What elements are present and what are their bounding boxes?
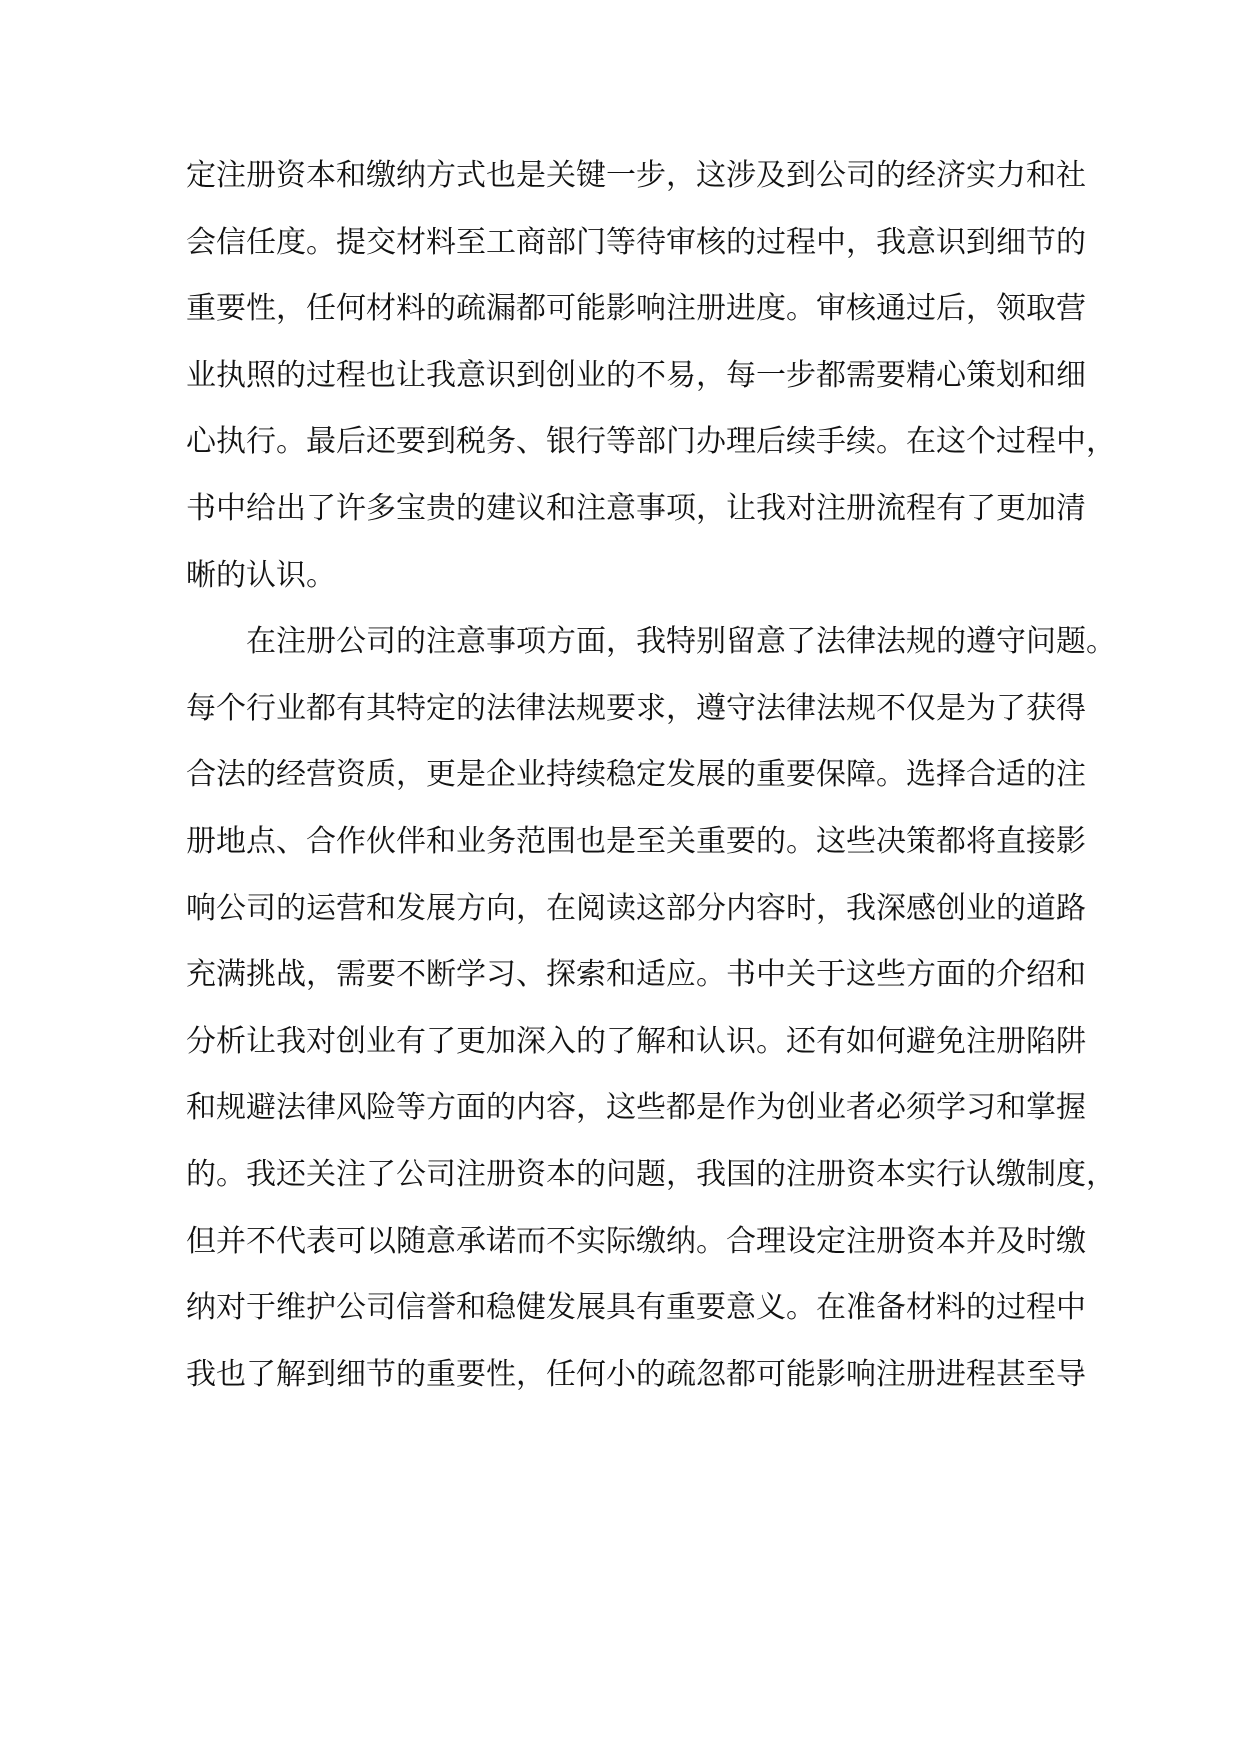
text-line: 的。我还关注了公司注册资本的问题，我国的注册资本实行认缴制度，	[186, 1156, 1116, 1192]
text-line: 册地点、合作伙伴和业务范围也是至关重要的。这些决策都将直接影	[186, 823, 1086, 859]
text-line: 分析让我对创业有了更加深入的了解和认识。还有如何避免注册陷阱	[186, 1023, 1086, 1059]
text-line: 业执照的过程也让我意识到创业的不易，每一步都需要精心策划和细	[186, 357, 1086, 393]
text-line: 会信任度。提交材料至工商部门等待审核的过程中，我意识到细节的	[186, 224, 1086, 260]
body-text	[186, 143, 1116, 1408]
text-line: 纳对于维护公司信誉和稳健发展具有重要意义。在准备材料的过程中	[186, 1290, 1086, 1326]
paragraph-first-line: 在注册公司的注意事项方面，我特别留意了法律法规的遵守问题。	[246, 624, 1116, 660]
text-line: 心执行。最后还要到税务、银行等部门办理后续手续。在这个过程中，	[186, 424, 1116, 460]
text-line: 但并不代表可以随意承诺而不实际缴纳。合理设定注册资本并及时缴	[186, 1223, 1086, 1259]
text-line: 晰的认识。	[186, 557, 336, 593]
text-line: 我也了解到细节的重要性，任何小的疏忽都可能影响注册进程甚至导	[186, 1356, 1086, 1392]
text-line: 合法的经营资质，更是企业持续稳定发展的重要保障。选择合适的注	[186, 757, 1086, 793]
text-line: 响公司的运营和发展方向，在阅读这部分内容时，我深感创业的道路	[186, 890, 1086, 926]
text-line: 充满挑战，需要不断学习、探索和适应。书中关于这些方面的介绍和	[186, 957, 1086, 993]
text-line: 和规避法律风险等方面的内容，这些都是作为创业者必须学习和掌握	[186, 1090, 1086, 1126]
text-line: 每个行业都有其特定的法律法规要求，遵守法律法规不仅是为了获得	[186, 690, 1086, 726]
text-line: 定注册资本和缴纳方式也是关键一步，这涉及到公司的经济实力和社	[186, 158, 1086, 193]
text-line: 重要性，任何材料的疏漏都可能影响注册进度。审核通过后，领取营	[186, 291, 1086, 327]
text-line: 书中给出了许多宝贵的建议和注意事项，让我对注册流程有了更加清	[186, 490, 1086, 526]
